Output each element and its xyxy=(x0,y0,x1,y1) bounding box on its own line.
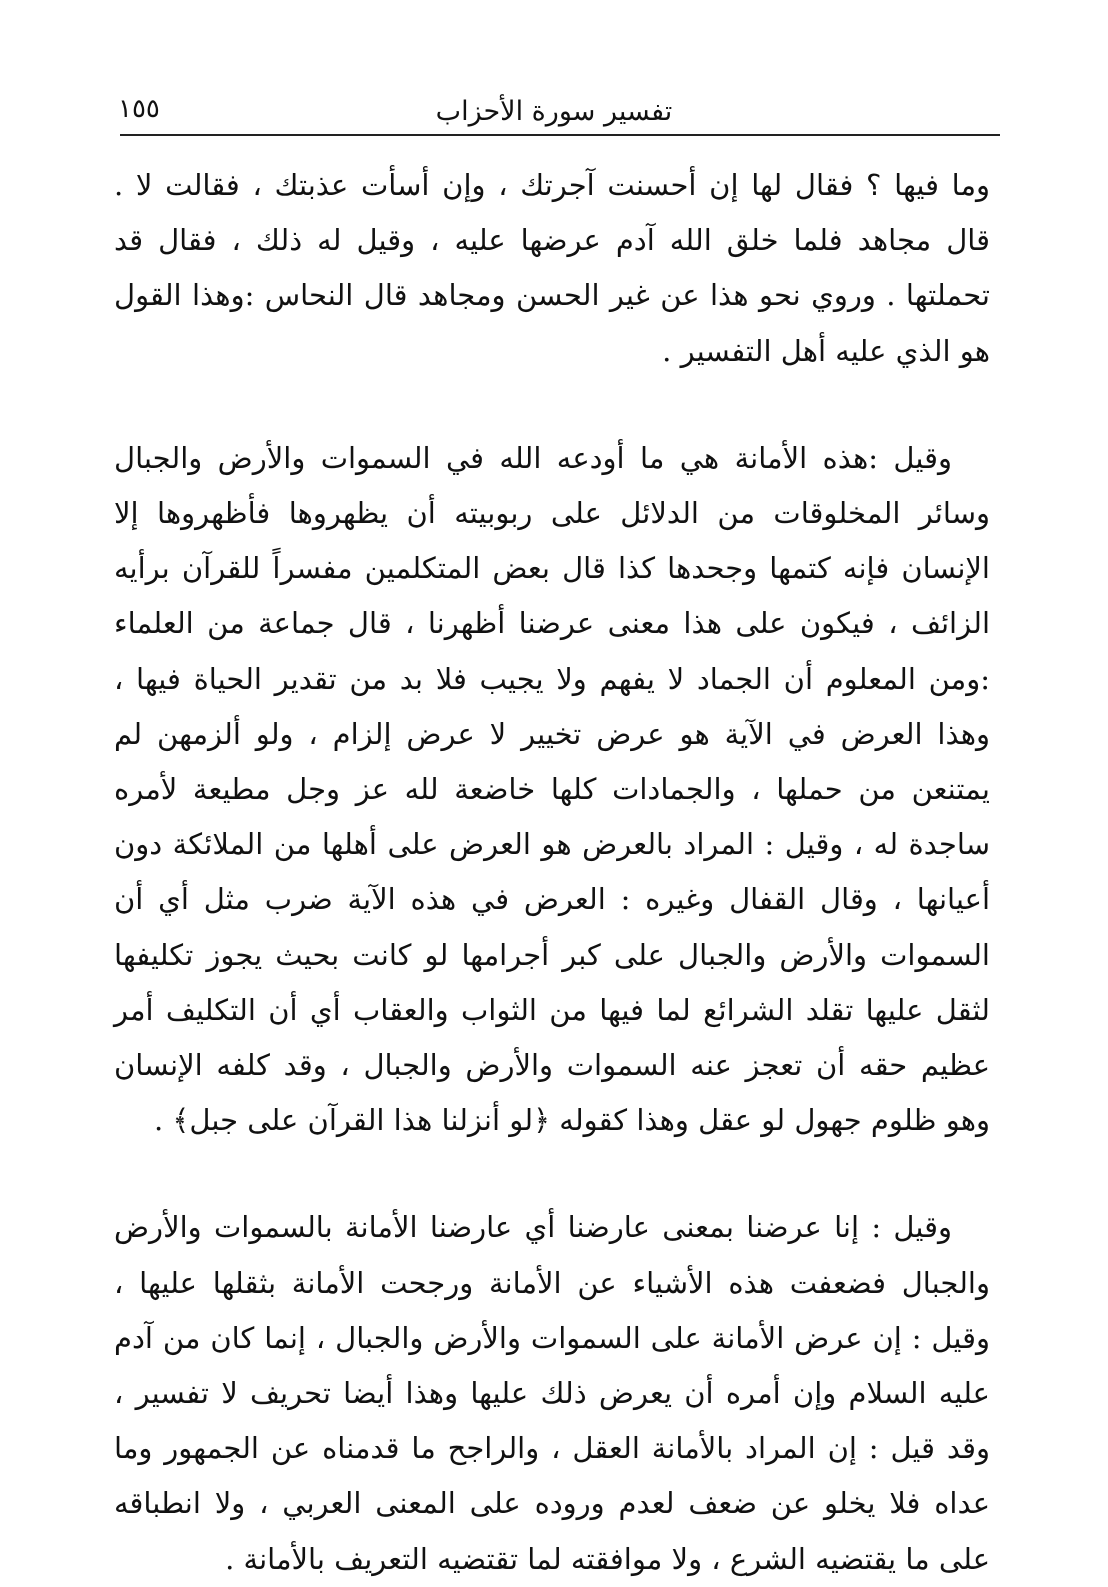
paragraph-1: وما فيها ؟ فقال لها إن أحسنت آجرتك ، وإن أسأت عذبتك ، فقالت لا . قال مجاهد فلما خلق الله آدم عرضها عليه ، وقيل له ذلك ، فقال قد تحملتها . وروي نحو هذا عن غير الحسن ومجاهد قال النحاس :وهذا القول هو الذي عليه أهل التفسير . xyxy=(114,168,990,368)
running-title: تفسير سورة الأحزاب xyxy=(435,96,673,127)
paragraph-2: وقيل :هذه الأمانة هي ما أودعه الله في السموات والأرض والجبال وسائر المخلوقات من الدلائل على ربوبيته أن يظهروها فأظهروها إلا الإنسان فإنه كتمها وجحدها كذا قال بعض المتكلمين مفسراً للقرآن برأيه الزائف ، فيكون على هذا معنى عرضنا أظهرنا ، قال جماعة من العلماء :ومن المعلوم أن الجماد لا يفهم ولا يجيب فلا بد من تقدير الحياة فيها ، وهذا العرض في الآية هو عرض تخيير لا عرض إلزام ، ولو ألزمهن لم يمتنعن من حملها ، والجمادات كلها خاضعة لله عز وجل مطيعة لأمره ساجدة له ، وقيل : المراد بالعرض هو العرض على أهلها من الملائكة دون أعيانها ، وقال القفال وغيره : العرض في هذه الآية ضرب مثل أي أن السموات والأرض والجبال على كبر أجرامها لو كانت بحيث يجوز تكليفها لثقل عليها تقلد الشرائع لما فيها من الثواب والعقاب أي أن التكليف أمر عظيم حقه أن تعجز عنه السموات والأرض والجبال ، وقد كلفه الإنسان وهو ظلوم جهول لو عقل وهذا كقوله ﴿لو أنزلنا هذا القرآن على جبل﴾ . xyxy=(114,440,990,1138)
running-header xyxy=(118,92,990,136)
header-divider xyxy=(120,134,1000,136)
paragraph-gap xyxy=(114,1148,990,1200)
paragraph-3: وقيل : إنا عرضنا بمعنى عارضنا أي عارضنا الأمانة بالسموات والأرض والجبال فضعفت هذه الأشياء عن الأمانة ورجحت الأمانة بثقلها عليها ، وقيل : إن عرض الأمانة على السموات والأرض والجبال ، إنما كان من آدم عليه السلام وإن أمره أن يعرض ذلك عليها وهذا أيضا تحريف لا تفسير ، وقد قيل : إن المراد بالأمانة العقل ، والراجح ما قدمناه عن الجمهور وما عداه فلا يخلو عن ضعف لعدم وروده على المعنى العربي ، ولا انطباقه على ما يقتضيه الشرع ، ولا موافقته لما تقتضيه التعريف بالأمانة . xyxy=(114,1210,990,1576)
page-number: ١٥٥ xyxy=(118,94,160,124)
paragraph-gap xyxy=(114,379,990,431)
body-text xyxy=(114,158,990,1587)
